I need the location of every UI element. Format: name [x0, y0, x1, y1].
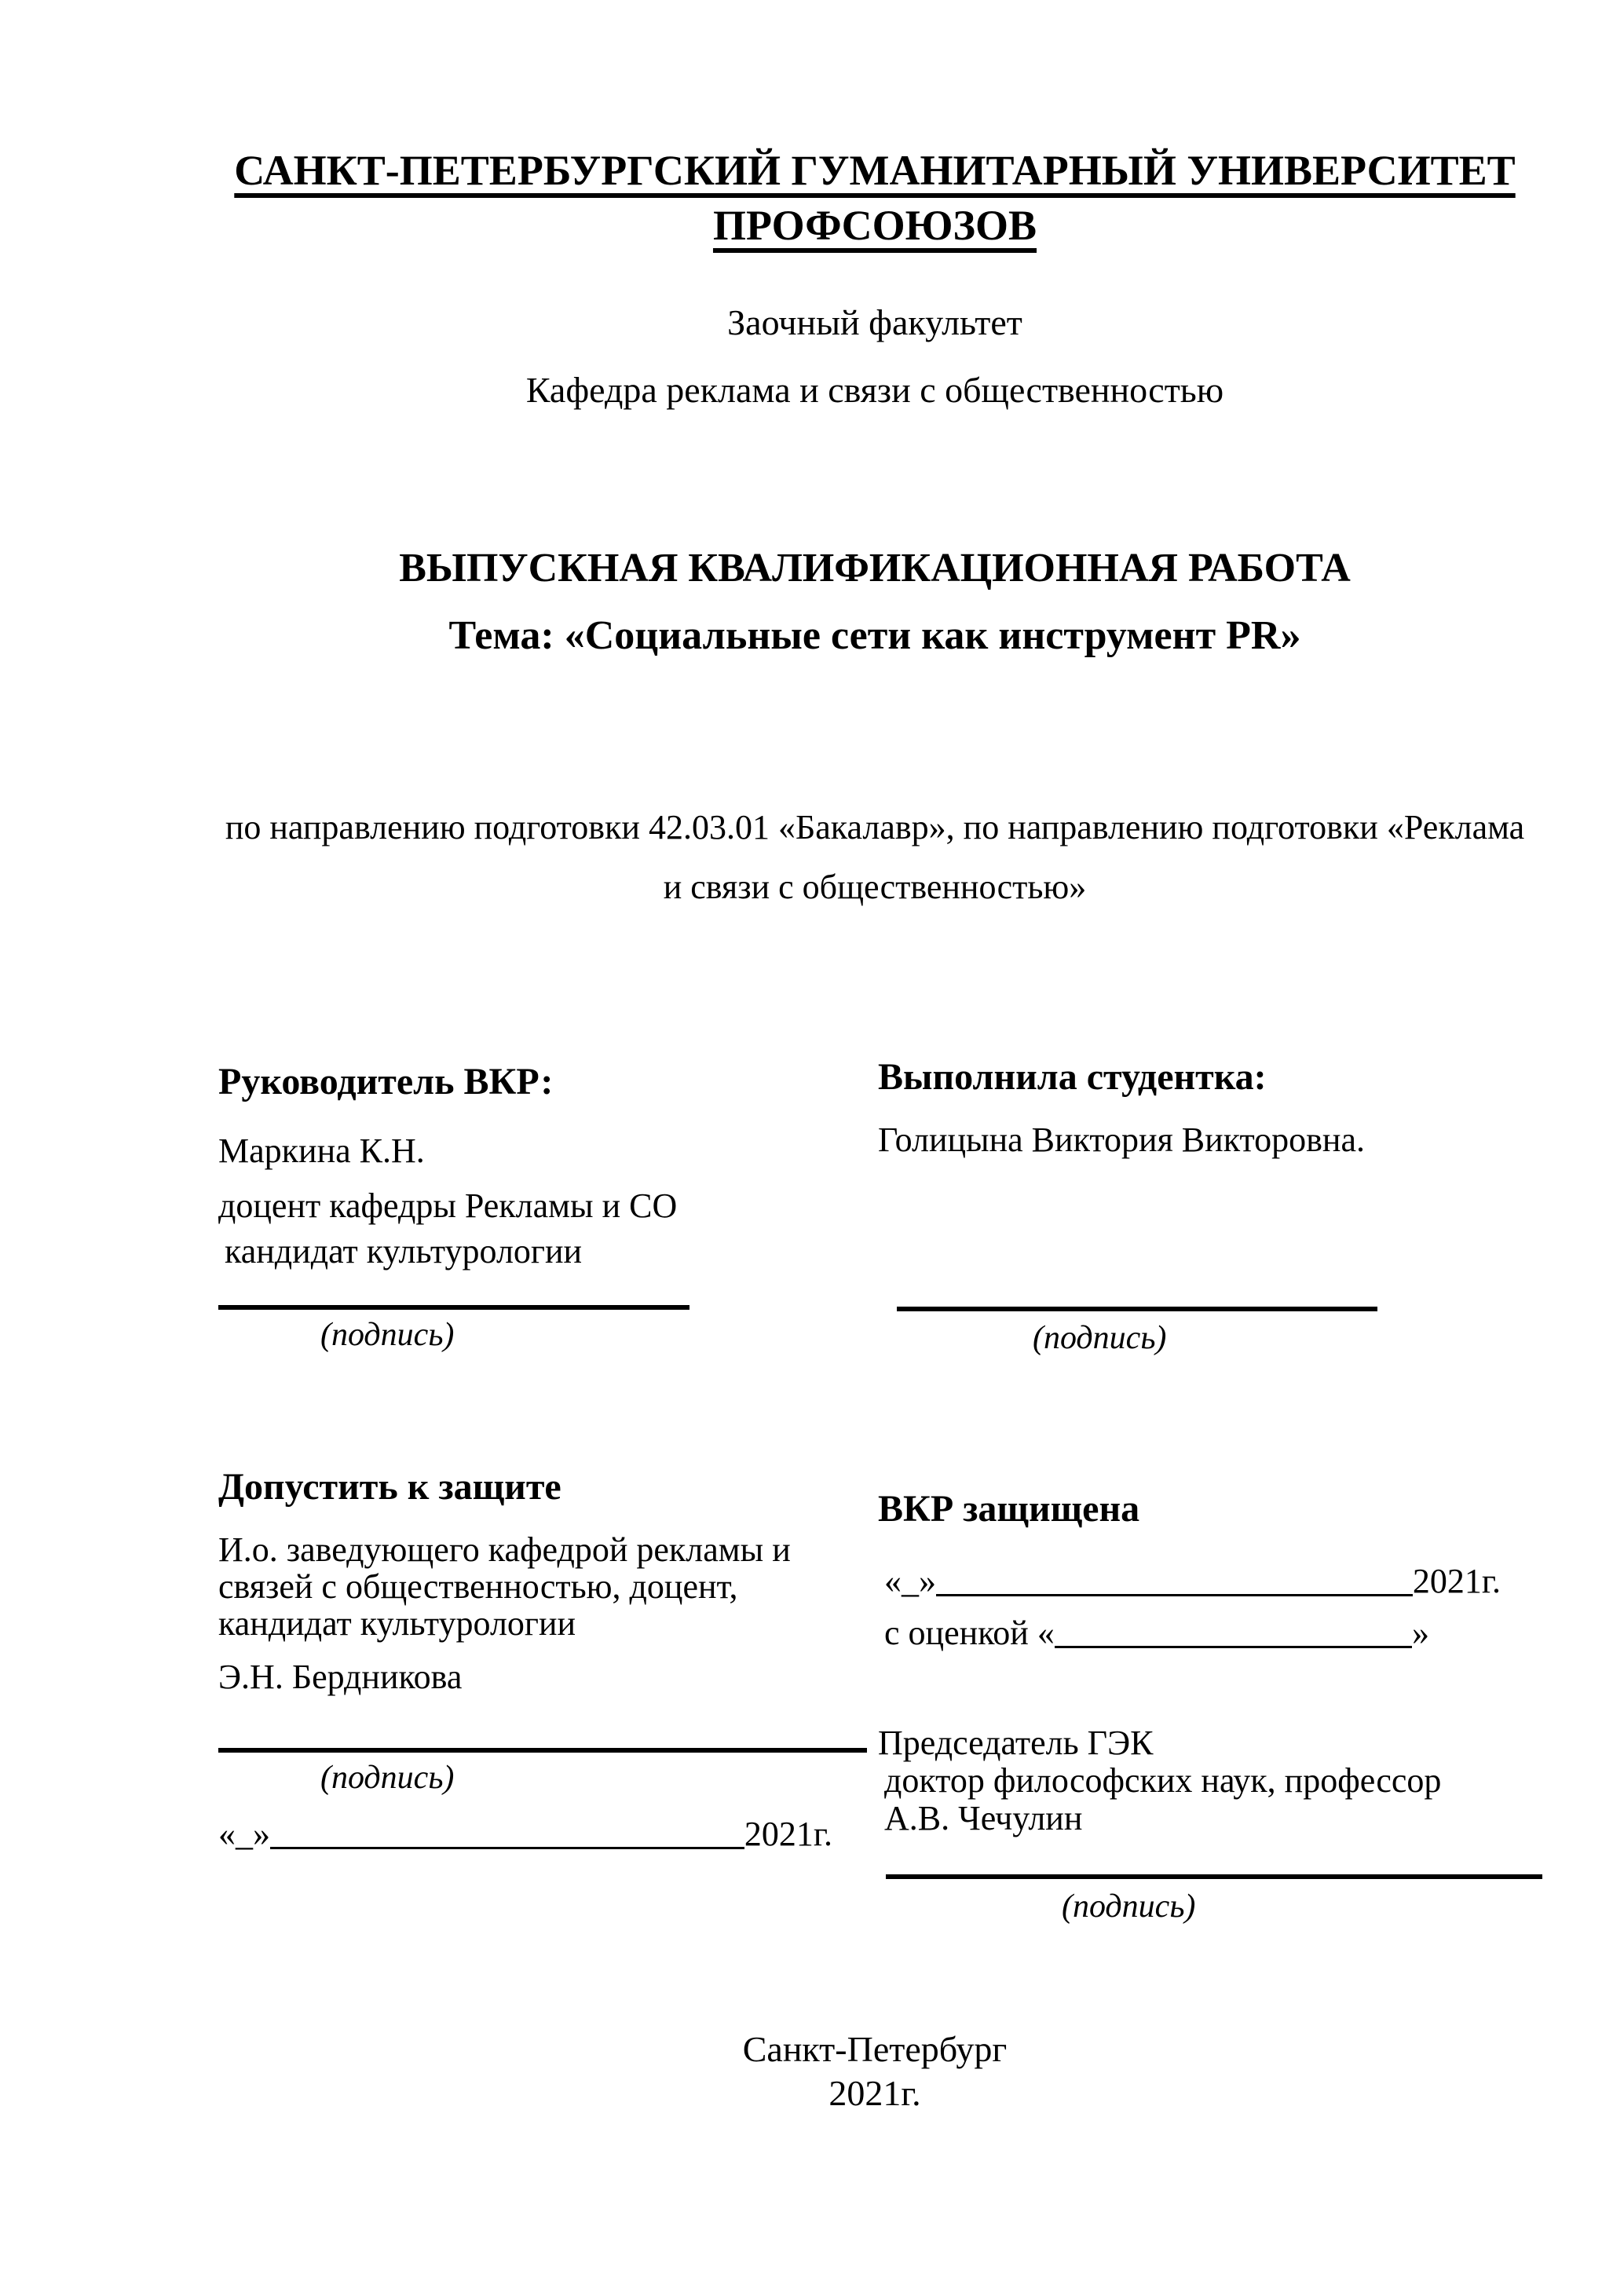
program-info: [218, 798, 1531, 917]
university-name: [218, 143, 1531, 253]
admission-heading: Допустить к защите: [218, 1466, 561, 1508]
admission-date-row: [218, 1814, 832, 1854]
supervisor-position: доцент кафедры Рекламы и СО: [218, 1186, 678, 1225]
admission-signature-caption: (подпись): [320, 1760, 455, 1796]
defense-date-row: [884, 1561, 1501, 1601]
supervisor-signature-line: [218, 1305, 689, 1310]
admission-role-line1: И.о. заведующего кафедрой рекламы и: [218, 1530, 791, 1569]
admission-year: 2021г.: [744, 1815, 832, 1853]
defense-date-blank-line: [936, 1561, 1413, 1596]
admission-name: Э.Н. Бердникова: [218, 1658, 463, 1696]
admission-role-line3: кандидат культурологии: [218, 1604, 576, 1643]
footer-place: [218, 2027, 1531, 2115]
supervisor-heading: Руководитель ВКР:: [218, 1061, 554, 1102]
footer-city: Санкт-Петербург: [742, 2029, 1008, 2069]
admission-date-blank-line: [270, 1814, 744, 1849]
supervisor-degree: кандидат культурологии: [225, 1232, 583, 1270]
faculty-name: Заочный факультет: [727, 302, 1022, 342]
student-signature-caption: (подпись): [1033, 1320, 1167, 1356]
gek-chairman-name: А.В. Чечулин: [884, 1799, 1083, 1837]
admission-role-line2: связей с общественностью, доцент,: [218, 1567, 738, 1606]
defense-grade-close: »: [1412, 1614, 1429, 1652]
thesis-topic: Тема: «Социальные сети как инструмент PR»: [448, 613, 1301, 658]
program-info-line2: и связи с общественностью»: [663, 868, 1087, 906]
student-signature-line: [897, 1307, 1377, 1311]
program-info-line1: по направлению подготовки 42.03.01 «Бакалавр», по направлению подготовки «Реклама: [225, 808, 1525, 846]
university-name-line2: ПРОФСОЮЗОВ: [712, 202, 1037, 250]
defense-grade-prefix: с оценкой «: [884, 1614, 1055, 1652]
supervisor-signature-caption: (подпись): [320, 1317, 455, 1353]
work-type-title: ВЫПУСКНАЯ КВАЛИФИКАЦИОННАЯ РАБОТА: [399, 546, 1351, 590]
supervisor-name: Маркина К.Н.: [218, 1132, 425, 1170]
defense-grade-row: [884, 1613, 1429, 1653]
department-name: Кафедра реклама и связи с общественностью: [525, 370, 1224, 410]
gek-chairman-degree: доктор философских наук, профессор: [884, 1761, 1442, 1800]
student-heading: Выполнила студентка:: [878, 1056, 1267, 1098]
defense-year: 2021г.: [1412, 1562, 1501, 1600]
defense-heading: ВКР защищена: [878, 1488, 1140, 1530]
gek-chairman-title: Председатель ГЭК: [878, 1724, 1154, 1762]
university-name-line1: САНКТ-ПЕТЕРБУРГСКИЙ ГУМАНИТАРНЫЙ УНИВЕРСИТЕТ: [234, 147, 1516, 194]
chairman-signature-line: [886, 1874, 1542, 1879]
footer-year: 2021г.: [828, 2073, 921, 2113]
defense-date-quotes: «_»: [884, 1562, 936, 1600]
gek-chairman-block: [878, 1724, 1441, 1837]
admission-signature-line: [218, 1748, 867, 1753]
chairman-signature-caption: (подпись): [1062, 1888, 1196, 1925]
student-name: Голицына Виктория Викторовна.: [878, 1121, 1365, 1159]
admission-role: [218, 1531, 791, 1642]
admission-date-quotes: «_»: [218, 1815, 270, 1853]
defense-grade-blank-line: [1055, 1613, 1412, 1648]
